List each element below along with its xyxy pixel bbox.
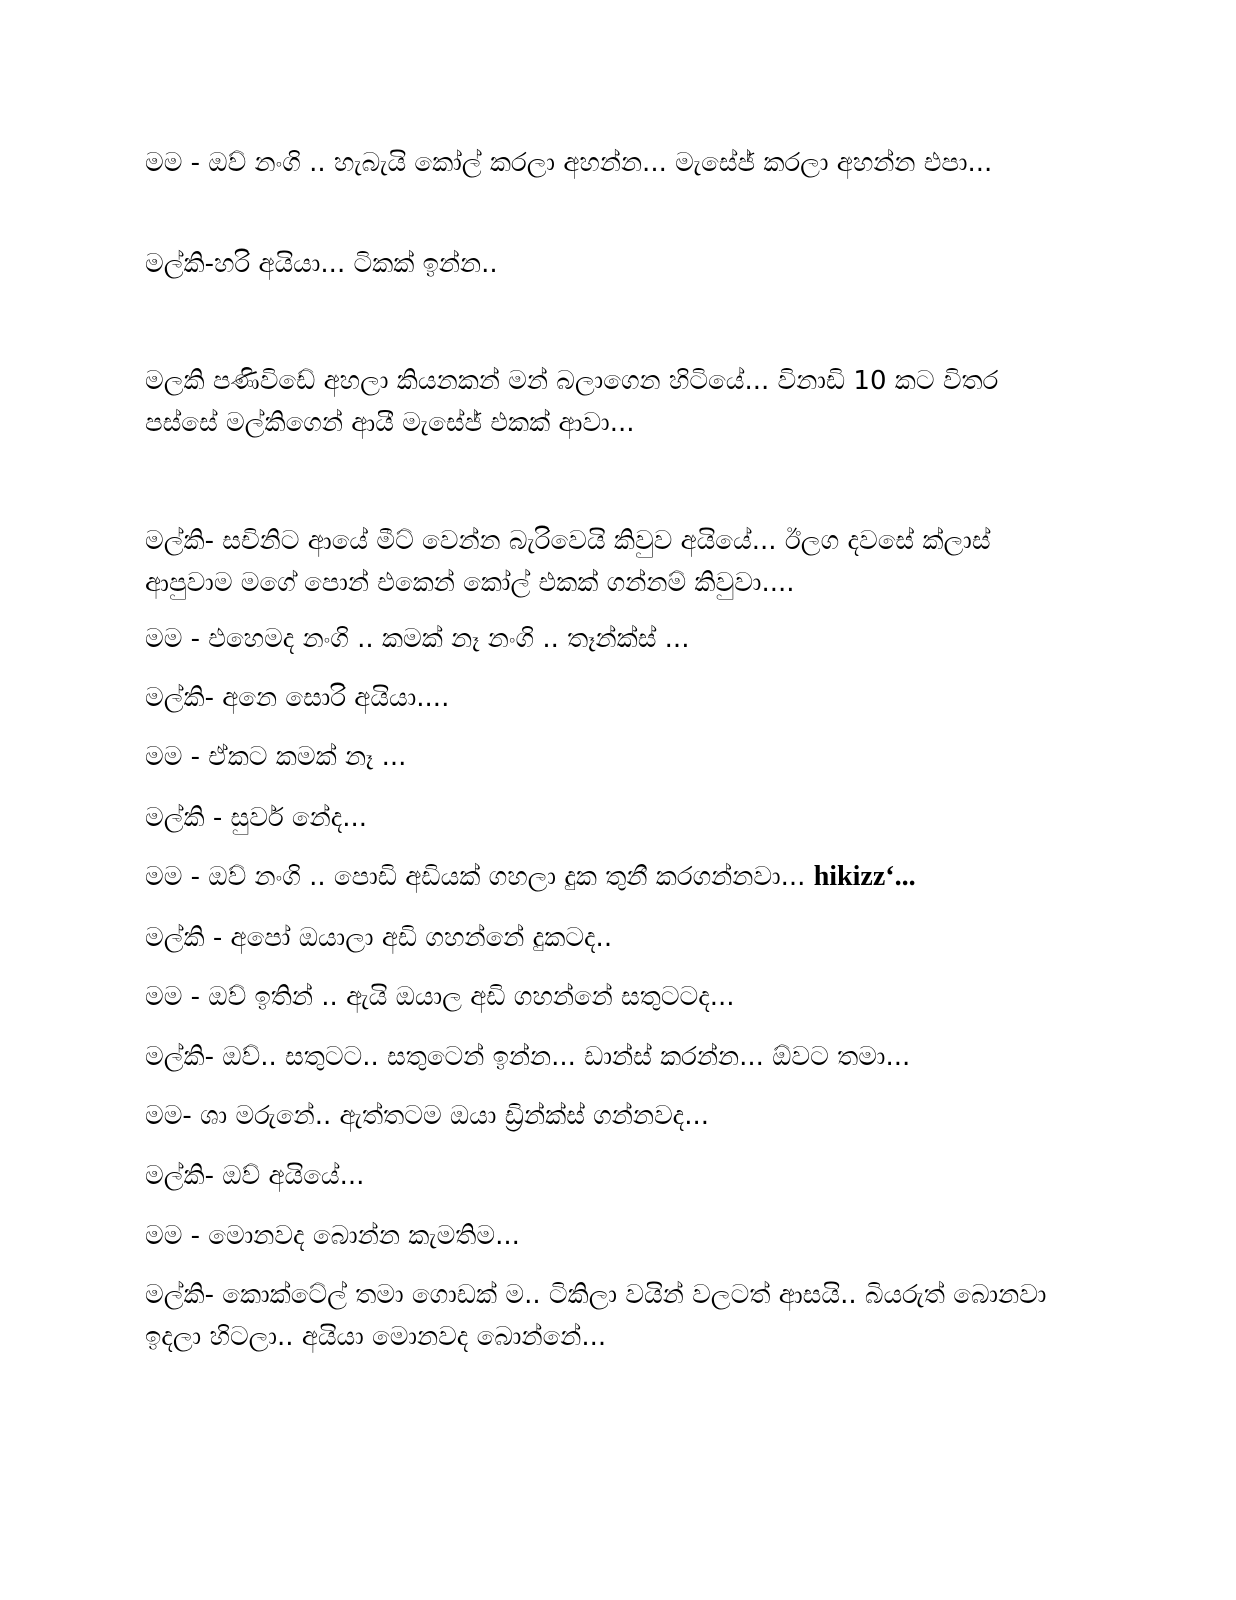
paragraph-6: මල්කි- අනෙ සොරි අයියා.... <box>145 683 450 713</box>
paragraph-4: මල්කි- සචිනිට ආයේ මීට් වෙන්න බැරිවෙයි කිවුව අයියේ... ඊලග දවසේ ක්ලාස් ආපුවාම මගේ පොන් එකෙන් කෝල් එකක් ගන්නම් කිවුවා.... <box>145 526 991 598</box>
paragraph-14: මල්කි- ඔව් අයියේ... <box>145 1161 365 1191</box>
paragraph-2: මල්කි-හරි අයියා... ටිකක් ඉන්න.. <box>145 249 498 279</box>
paragraph-9-sinhala: මම - ඔව් නංගි .. පොඩි අඩියක් ගහලා දුක තුනී කරගන්නවා... <box>145 862 806 892</box>
paragraph-9 <box>145 856 1075 898</box>
paragraph-3: මලකි පණිවිඩේ අහලා කියනකන් මන් බලාගෙන හිටියේ... විනාඩි 10 කට විතර පස්සේ මල්කිගෙන් ආයී මැසේජ් එකක් ආවා... <box>145 366 999 438</box>
paragraph-8: මල්කි - සුවර් නේද... <box>145 803 368 833</box>
paragraph-15: මම - මොනවද බොන්න කැමතිම... <box>145 1221 520 1251</box>
paragraph-16: මල්කි- කොක්ටේල් තමා ගොඩක් ම.. ටිකිලා වයින් වලටත් ආසයි.. බියරුත් බොනවා ඉදලා හිටලා.. අයියා මොනවද බොන්නේ... <box>145 1280 1047 1352</box>
paragraph-5: මම - එහෙමද නංගි .. කමක් නෑ නංගි .. තෑන්ක්ස් ... <box>145 624 690 654</box>
paragraph-13: මම- ශා මරුනේ.. ඇත්තටම ඔයා ඩ්‍රින්ක්ස් ගන්නවද... <box>145 1101 710 1131</box>
inline-english-text: hikizz‘... <box>813 861 916 892</box>
paragraph-7: මම - ඒකට කමක් නෑ ... <box>145 742 407 772</box>
paragraph-10: මල්කි - අපෝ ඔයාලා අඩි ගහන්නේ දුකටද.. <box>145 923 613 953</box>
paragraph-12: මල්කි- ඔව්.. සතුටට.. සතුටෙන් ඉන්න... ඩාන්ස් කරන්න... ඕවට තමා... <box>145 1042 911 1072</box>
paragraph-11: මම - ඔව් ඉතින් .. ඇයි ඔයාල අඩි ගහන්නේ සතුටටද... <box>145 982 735 1012</box>
paragraph-1: මම - ඔව් නංගි .. හැබැයි කෝල් කරලා අහන්න... මැසේජ් කරලා අහන්න එපා... <box>145 148 993 178</box>
